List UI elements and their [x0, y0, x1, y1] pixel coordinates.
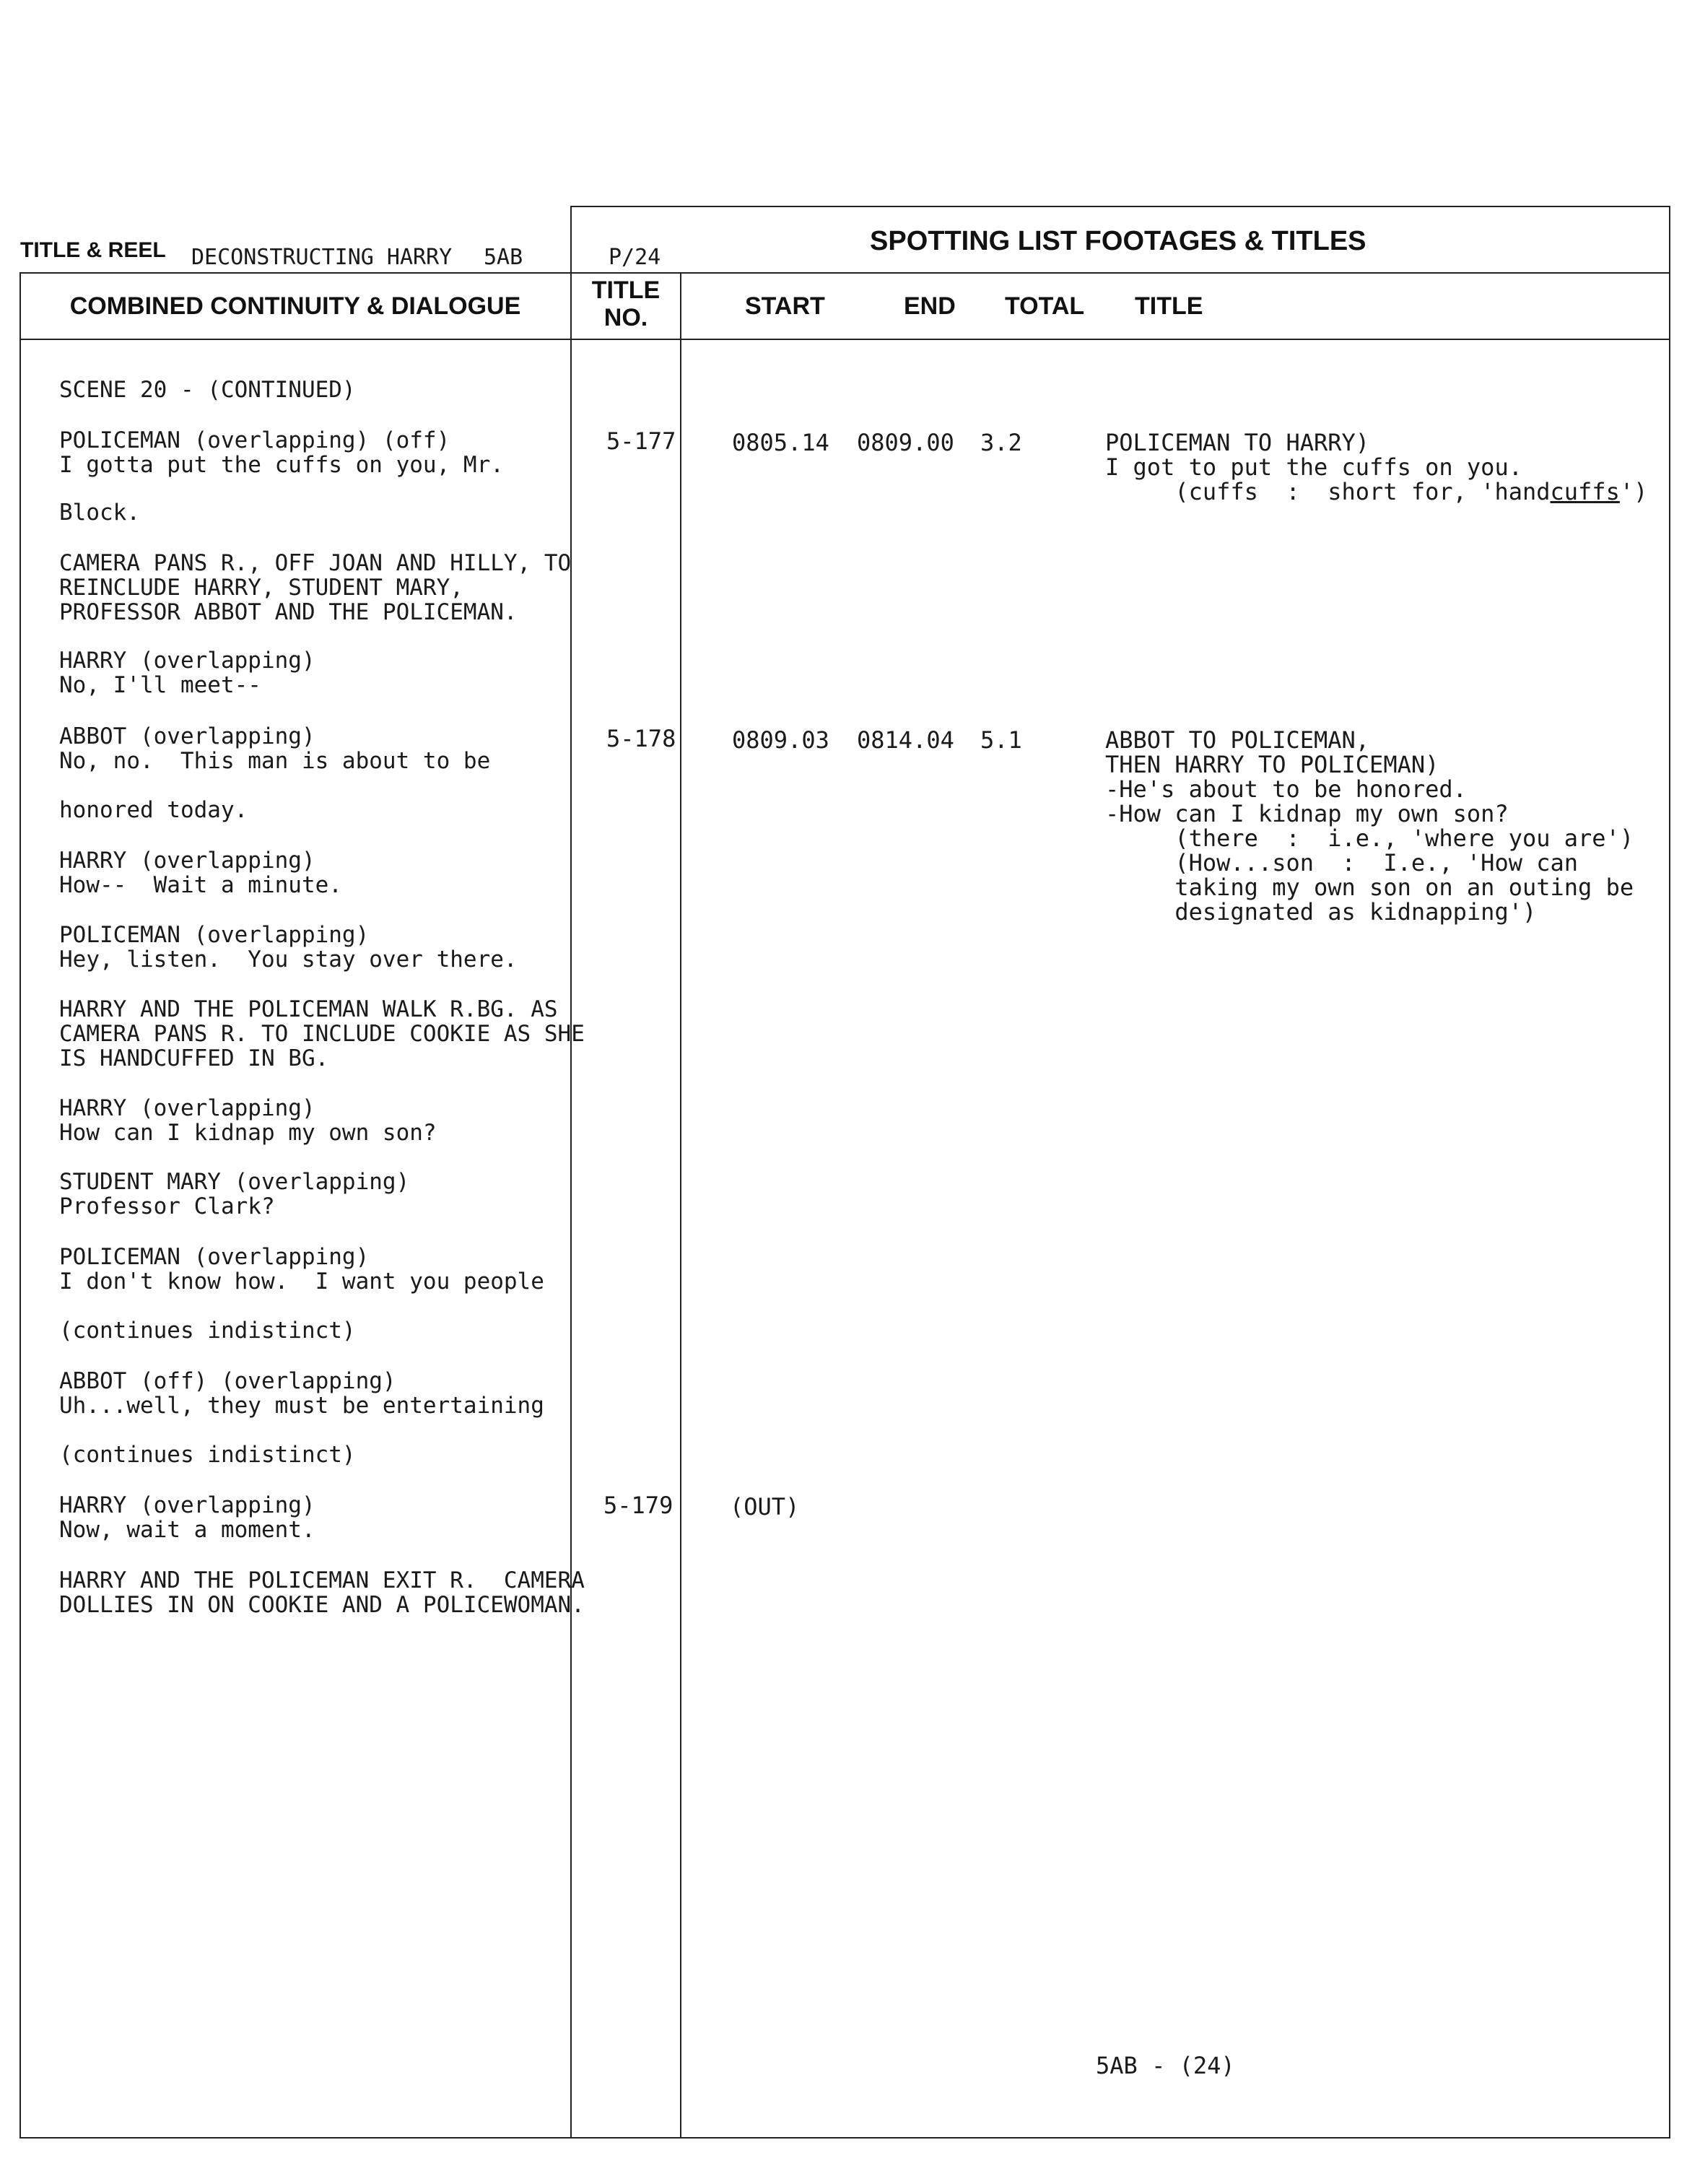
page-reference: 5AB - (24): [1096, 2052, 1235, 2079]
continuity-block: [59, 378, 356, 402]
column-title: TITLE: [1135, 292, 1203, 320]
film-title: DECONSTRUCTING HARRY: [191, 245, 453, 270]
continuity-line: PROFESSOR ABBOT AND THE POLICEMAN.: [59, 599, 518, 625]
subtitle-note: [1105, 479, 1647, 504]
continuity-block: [59, 1443, 356, 1467]
continuity-block: [59, 1096, 437, 1145]
continuity-line: (continues indistinct): [59, 1318, 356, 1344]
column-start: START: [745, 292, 825, 320]
frame-header-bottom: [19, 339, 1670, 340]
page-number: P/24: [609, 245, 661, 270]
spotting-heading: SPOTTING LIST FOOTAGES & TITLES: [870, 226, 1366, 256]
continuity-line: ABBOT (off) (overlapping): [59, 1368, 396, 1394]
title-start: 0805.14: [732, 429, 829, 456]
continuity-line: Uh...well, they must be entertaining: [59, 1393, 544, 1419]
column-total: TOTAL: [1005, 292, 1085, 320]
title-start: 0809.03: [732, 726, 829, 754]
column-title-no: [572, 277, 680, 331]
continuity-line: HARRY (overlapping): [59, 1492, 315, 1518]
title-number: 5-177: [606, 427, 676, 455]
continuity-line: REINCLUDE HARRY, STUDENT MARY,: [59, 575, 463, 601]
column-title-no-line1: TITLE: [591, 277, 661, 304]
title-number: 5-178: [606, 725, 676, 752]
continuity-block: [59, 997, 585, 1071]
continuity-block: [59, 724, 490, 773]
continuity-line: CAMERA PANS R. TO INCLUDE COOKIE AS SHE: [59, 1021, 585, 1047]
continuity-line: Hey, listen. You stay over there.: [59, 947, 518, 973]
subtitle-line: -How can I kidnap my own son?: [1105, 800, 1509, 827]
continuity-block: [59, 798, 248, 822]
subtitle-line: ABBOT TO POLICEMAN,: [1105, 726, 1370, 754]
continuity-line: STUDENT MARY (overlapping): [59, 1169, 410, 1195]
subtitle-line: POLICEMAN TO HARRY): [1105, 429, 1370, 456]
frame-left: [19, 272, 21, 2139]
continuity-line: HARRY AND THE POLICEMAN EXIT R. CAMERA: [59, 1567, 585, 1593]
continuity-block: [59, 1568, 585, 1617]
frame-bottom: [19, 2137, 1670, 2139]
continuity-line: POLICEMAN (overlapping): [59, 1244, 370, 1270]
continuity-line: Now, wait a moment.: [59, 1517, 315, 1543]
continuity-line: No, no. This man is about to be: [59, 748, 491, 774]
continuity-line: I gotta put the cuffs on you, Mr.: [59, 452, 504, 478]
continuity-line: HARRY AND THE POLICEMAN WALK R.BG. AS: [59, 996, 558, 1022]
continuity-block: [59, 1245, 544, 1294]
continuity-line: I don't know how. I want you people: [59, 1269, 544, 1295]
continuity-line: How-- Wait a minute.: [59, 872, 342, 898]
continuity-block: [59, 1369, 544, 1418]
continuity-block: [59, 500, 140, 525]
divider-title-no: [680, 272, 681, 2139]
reel-code: 5AB: [484, 245, 523, 270]
title-total: 5.1: [980, 726, 1022, 754]
subtitle-note: (there : i.e., 'where you are'): [1105, 825, 1634, 852]
title-reel-label: TITLE & REEL: [20, 238, 166, 262]
title-end: 0814.04: [857, 726, 954, 754]
continuity-block: [59, 1318, 356, 1343]
continuity-line: HARRY (overlapping): [59, 1095, 315, 1121]
subtitle-line: THEN HARRY TO POLICEMAN): [1105, 751, 1439, 778]
subtitle-note-suffix: '): [1619, 478, 1648, 505]
continuity-line: ABBOT (overlapping): [59, 723, 315, 749]
subtitle-note: (How...son : I.e., 'How can: [1105, 849, 1579, 876]
continuity-line: How can I kidnap my own son?: [59, 1120, 437, 1146]
title-start: (OUT): [730, 1493, 800, 1520]
continuity-line: No, I'll meet--: [59, 672, 261, 698]
title-number: 5-179: [603, 1492, 674, 1519]
continuity-block: [59, 923, 518, 972]
continuity-line: POLICEMAN (overlapping) (off): [59, 427, 450, 453]
continuity-block: [59, 848, 342, 897]
continuity-line: SCENE 20 - (CONTINUED): [59, 377, 356, 403]
continuity-block: [59, 551, 571, 625]
subtitle-note: designated as kidnapping'): [1105, 898, 1537, 926]
continuity-line: Block.: [59, 500, 140, 526]
continuity-line: CAMERA PANS R., OFF JOAN AND HILLY, TO: [59, 550, 572, 576]
continuity-line: HARRY (overlapping): [59, 848, 315, 874]
subtitle-line: -He's about to be honored.: [1105, 775, 1467, 803]
continuity-line: honored today.: [59, 797, 248, 823]
subtitle-note: taking my own son on an outing be: [1105, 874, 1634, 901]
title-end: 0809.00: [857, 429, 954, 456]
frame-right: [1669, 206, 1670, 2139]
divider-continuity: [570, 206, 572, 2139]
continuity-line: IS HANDCUFFED IN BG.: [59, 1045, 329, 1071]
continuity-block: [59, 648, 315, 697]
continuity-line: DOLLIES IN ON COOKIE AND A POLICEWOMAN.: [59, 1592, 585, 1618]
subtitle-text-block: [1105, 430, 1647, 504]
continuity-line: HARRY (overlapping): [59, 648, 315, 674]
subtitle-note-underlined: cuffs: [1550, 478, 1620, 505]
subtitle-note-prefix: (cuffs : short for, 'hand: [1105, 478, 1551, 505]
continuity-block: [59, 428, 504, 477]
frame-top-right: [570, 206, 1670, 207]
continuity-line: Professor Clark?: [59, 1193, 275, 1219]
column-continuity: COMBINED CONTINUITY & DIALOGUE: [69, 292, 521, 320]
subtitle-line: I got to put the cuffs on you.: [1105, 453, 1522, 481]
frame-header-top: [19, 272, 1670, 274]
continuity-line: POLICEMAN (overlapping): [59, 922, 370, 948]
title-total: 3.2: [980, 429, 1022, 456]
continuity-line: (continues indistinct): [59, 1442, 356, 1468]
continuity-block: [59, 1493, 315, 1542]
continuity-block: [59, 1170, 409, 1219]
subtitle-text-block: [1105, 728, 1634, 924]
column-title-no-line2: NO.: [603, 304, 648, 331]
column-end: END: [904, 292, 956, 320]
